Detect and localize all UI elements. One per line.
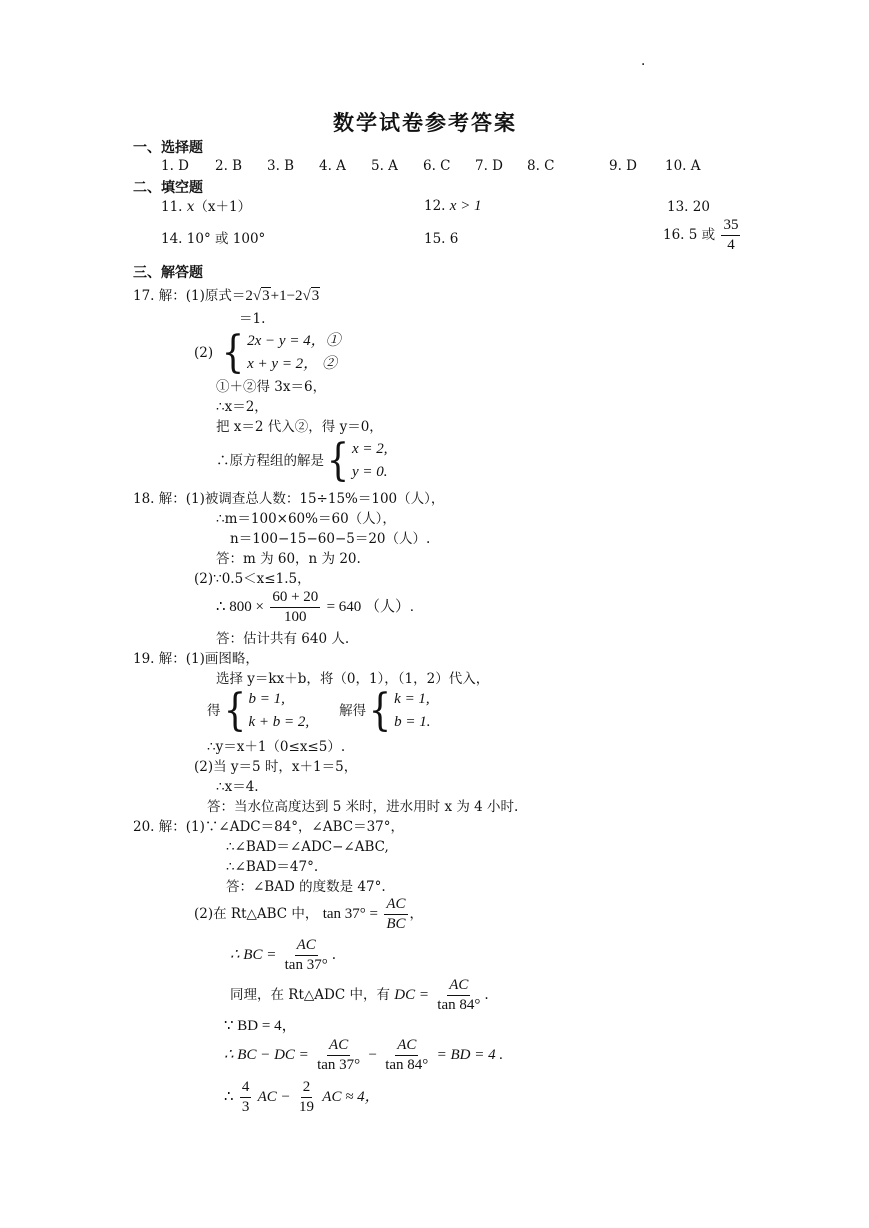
q17-coef: 2	[245, 288, 253, 304]
fraction-denominator: tan 37°	[284, 957, 328, 973]
q20-fraction-6	[240, 1078, 252, 1117]
answer-item: 7. D	[475, 158, 503, 174]
system-rows	[247, 330, 341, 376]
answer-item: 8. C	[527, 158, 555, 174]
q17-radicand2: 3	[311, 288, 320, 304]
q17-part2-label: (2)	[194, 345, 214, 361]
q17-line1	[133, 287, 320, 305]
q17-solution-label: ∴原方程组的解是	[216, 453, 324, 469]
answer-item: 5. A	[371, 158, 398, 174]
fraction-numerator: AC	[295, 936, 318, 956]
q20-equals-bd: = BD = 4 .	[436, 1047, 504, 1063]
q20-line4: 答：∠BAD 的度数是 47°.	[226, 879, 386, 895]
solution-1: x = 2,	[352, 441, 388, 457]
fraction-numerator: 4	[240, 1078, 252, 1098]
q20-line10	[224, 1078, 380, 1117]
q19-line5: (2)当 y＝5 时，x＋1＝5，	[194, 759, 358, 775]
substitution-system	[207, 685, 431, 736]
fraction-numerator: AC	[327, 1036, 350, 1056]
q11-var: x	[186, 199, 195, 215]
page-title: 数学试卷参考答案	[333, 111, 517, 135]
q19-line6: ∴x＝4.	[216, 779, 259, 795]
sub-eq-2: k + b = 2,	[248, 714, 310, 730]
therefore-sign: ∴	[224, 1089, 234, 1105]
corner-dot: .	[641, 53, 646, 69]
q12-number: 12.	[424, 198, 446, 214]
q18-line5: (2)∵0.5＜x≤1.5，	[194, 571, 311, 587]
section-choice-heading: 一、选择题	[133, 140, 203, 156]
q16-fraction	[721, 216, 740, 255]
q17-radicand: 3	[262, 288, 270, 304]
q16-text: 16. 5 或	[663, 227, 716, 243]
answer-item: 9. D	[609, 158, 637, 174]
result-eq-1: k = 1,	[394, 691, 430, 707]
q19-line2: 选择 y＝kx＋b，将（0，1），（1，2）代入，	[216, 671, 490, 687]
q17-mid: +1−2	[270, 288, 303, 304]
q16-numerator: 35	[721, 216, 740, 236]
fraction-denominator: tan 84°	[385, 1057, 429, 1073]
answer-15: 15. 6	[424, 231, 459, 247]
q20-line8: ∵ BD = 4，	[224, 1018, 297, 1034]
q11-expr: （x＋1）	[194, 199, 252, 215]
q17-line6: 把 x＝2 代入②，得 y＝0，	[216, 419, 383, 435]
fraction-denominator: BC	[386, 916, 406, 932]
q20-difference-expr: ∴ BC − DC =	[224, 1047, 309, 1063]
q20-comma: ，	[409, 906, 423, 922]
sub-eq-1: b = 1,	[248, 691, 285, 707]
equation-2: x + y = 2， ②	[247, 356, 337, 372]
q18-fraction	[270, 588, 320, 627]
q17-line4: ①＋②得 3x＝6，	[216, 379, 327, 395]
answer-11	[161, 198, 251, 216]
equation-1: 2x − y = 4，①	[247, 333, 341, 349]
q18-line7: 答：估计共有 640 人.	[216, 631, 350, 647]
q12-expr: x > 1	[449, 198, 482, 214]
answer-item: 10. A	[665, 158, 701, 174]
q20-bc-expr: ∴ BC =	[230, 947, 277, 963]
q20-part2-label: (2)在 Rt△ABC 中，	[194, 906, 319, 922]
fraction-denominator: 3	[241, 1099, 250, 1115]
q20-period: .	[331, 947, 337, 963]
q18-line2: ∴m＝100×60%＝60（人），	[216, 511, 396, 527]
fraction-numerator: 2	[301, 1078, 313, 1098]
answer-item: 4. A	[319, 158, 346, 174]
solution-2: y = 0.	[352, 464, 388, 480]
result-eq-2: b = 1.	[394, 714, 431, 730]
brace-icon: {	[223, 685, 246, 736]
q18-denominator: 100	[284, 609, 307, 625]
q18-calc-post: = 640 （人）.	[326, 599, 414, 615]
q17-line2: ＝1.	[239, 311, 266, 327]
q20-tan-expr: tan 37° =	[322, 906, 379, 922]
q20-fraction-1	[384, 895, 407, 934]
q20-fraction-5	[383, 1036, 430, 1075]
result-rows	[394, 688, 430, 734]
minus-sign: −	[368, 1047, 377, 1063]
q20-line5	[194, 895, 423, 934]
answer-item: 6. C	[423, 158, 451, 174]
fraction-numerator: AC	[447, 976, 470, 996]
q16-denominator: 4	[727, 237, 735, 253]
q17-system	[194, 327, 341, 378]
fraction-numerator: AC	[384, 895, 407, 915]
equation-system	[194, 327, 341, 378]
q20-line1: 20. 解：(1)∵∠ADC＝84°，∠ABC＝37°，	[133, 819, 405, 835]
choice-answers	[161, 157, 701, 175]
section-solve-heading: 三、解答题	[133, 265, 203, 281]
q20-line9	[224, 1036, 503, 1075]
answer-16	[663, 216, 742, 255]
section-fill-heading: 二、填空题	[133, 180, 203, 196]
q19-line7: 答：当水位高度达到 5 米时，进水用时 x 为 4 小时.	[207, 799, 519, 815]
q19-solve-label: 解得	[339, 703, 367, 719]
q20-fraction-3	[435, 976, 482, 1015]
q20-fraction-2	[283, 936, 330, 975]
q18-calc-pre: ∴ 800 ×	[216, 599, 265, 615]
q18-line6	[216, 588, 414, 627]
brace-icon: {	[221, 327, 245, 378]
q20-line7	[230, 976, 489, 1015]
q20-fraction-4	[315, 1036, 362, 1075]
q20-fraction-7	[297, 1078, 316, 1117]
q17-line5: ∴x＝2，	[216, 399, 268, 415]
q20-period: .	[484, 987, 489, 1003]
q20-ac-minus: AC −	[257, 1089, 291, 1105]
fraction-denominator: tan 37°	[317, 1057, 361, 1073]
brace-icon: {	[326, 435, 350, 486]
q19-line4: ∴y＝x＋1（0≤x≤5）.	[207, 739, 346, 755]
q17-line7	[216, 435, 388, 486]
answer-item: 1. D	[161, 158, 189, 174]
brace-icon: {	[368, 685, 392, 736]
q17-expression: 2√3+1−2√3	[245, 288, 320, 304]
q17-label: 17. 解：(1)原式＝	[133, 288, 246, 304]
q19-line1: 19. 解：(1)画图略，	[133, 651, 259, 667]
q20-line6	[230, 936, 336, 975]
q18-numerator: 60 + 20	[270, 588, 320, 608]
q20-line2: ∴∠BAD＝∠ADC−∠ABC,	[226, 839, 389, 855]
answer-12	[424, 197, 482, 215]
solution-system	[216, 435, 388, 486]
answer-14: 14. 10° 或 100°	[161, 231, 266, 247]
answer-13: 13. 20	[667, 199, 710, 215]
substitution-rows	[249, 688, 310, 734]
q11-number: 11.	[161, 199, 183, 215]
solution-rows	[352, 438, 388, 484]
q20-dc-expr: DC =	[394, 987, 429, 1003]
answer-item: 2. B	[215, 158, 243, 174]
fraction-denominator: 19	[298, 1099, 314, 1115]
q20-approx: AC ≈ 4，	[322, 1089, 380, 1105]
fraction-numerator: AC	[395, 1036, 418, 1056]
q18-line1: 18. 解：(1)被调查总人数：15÷15%＝100（人），	[133, 491, 445, 507]
q19-line3	[207, 685, 431, 736]
answer-item: 3. B	[267, 158, 295, 174]
q19-de-label: 得	[207, 703, 221, 719]
q18-line4: 答：m 为 60，n 为 20.	[216, 551, 361, 567]
q20-similarly-text: 同理，在 Rt△ADC 中，有	[230, 987, 390, 1003]
q18-line3: n＝100−15−60−5＝20（人）.	[230, 531, 431, 547]
fraction-denominator: tan 84°	[437, 997, 481, 1013]
q20-line3: ∴∠BAD＝47°.	[226, 859, 319, 875]
